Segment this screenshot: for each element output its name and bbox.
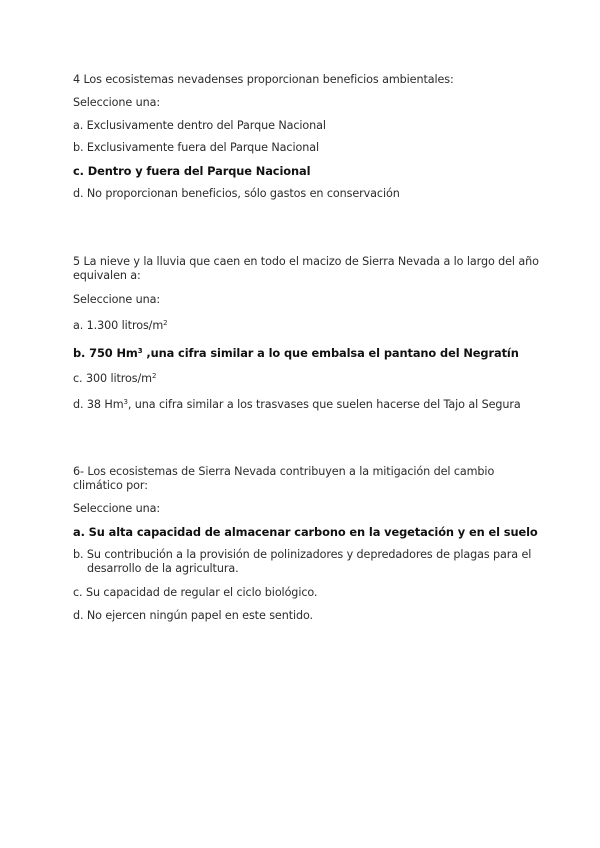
question-6-prompt: 6- Los ecosistemas de Sierra Nevada contribuyen a la mitigación del cambio climático por: [73, 465, 495, 492]
question-6-select-label: Seleccione una: [73, 502, 161, 515]
question-6-option-a-correct: a. Su alta capacidad de almacenar carbono en la vegetación y en el suelo [73, 525, 538, 539]
question-5-option-a: a. 1.300 litros/$m^2$ [73, 319, 168, 332]
question-4-select-label: Seleccione una: [73, 96, 161, 109]
question-5-prompt: 5 La nieve y la lluvia que caen en todo el macizo de Sierra Nevada a lo largo del año equivalen a: [73, 255, 539, 282]
question-5-select-label: Seleccione una: [73, 293, 161, 306]
question-6-option-d: d. No ejercen ningún papel en este sentido. [73, 609, 313, 622]
question-5-option-b-correct: b. 750 Hm$^3$ ,una cifra similar a lo que embalsa el pantano del Negratín [73, 346, 519, 360]
question-6-option-c: c. Su capacidad de regular el ciclo biológico. [73, 586, 318, 599]
question-5-option-c: c. 300 litros/$m^2$ [73, 372, 157, 385]
question-6-option-b: b. Su contribución a la provisión de polinizadores y depredadores de plagas para el desarrollo de la agricultura. [73, 548, 532, 575]
question-4-option-a: a. Exclusivamente dentro del Parque Nacional [73, 119, 326, 132]
question-4-prompt: 4 Los ecosistemas nevadenses proporcionan beneficios ambientales: [73, 73, 454, 86]
question-4-option-d: d. No proporcionan beneficios, sólo gastos en conservación [73, 187, 400, 200]
question-4-option-b: b. Exclusivamente fuera del Parque Nacional [73, 141, 319, 154]
question-4-option-c-correct: c. Dentro y fuera del Parque Nacional [73, 164, 311, 178]
question-5-option-d: d. 38 Hm$^3$, una cifra similar a los trasvases que suelen hacerse del Tajo al Segura [73, 398, 521, 411]
